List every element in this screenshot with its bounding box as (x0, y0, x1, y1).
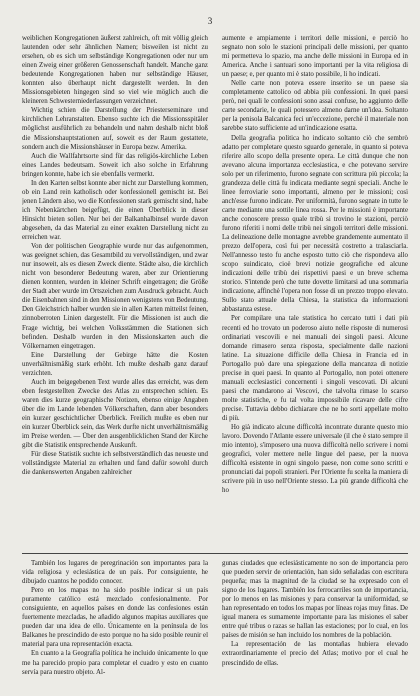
italian-column (222, 34, 408, 548)
paragraph: gunas ciudades que eclesiásticamente no son de importancia pero que pueden servir de orientación, han sido señaladas con escritura pequeña; mas la magnitud de la ciudad se ha expresado con el signo de los lugares. También los ferrocarriles son de importancia, por lo menos en las misiones y para conservar la uniformidad, se han representado en todos los mapas por líneas rojas muy finas. De igual manera es sumamente importante para las misiones el saber entre qué tribus o razas se hallan las estaciones; por lo cual, en los países de misión se han incluido los nombres de la población. (222, 560, 408, 640)
paragraph: Auch die Wallfahrtsorte sind für das religiös-kirchliche Leben eines Landes bedeutsam. Soweit ich also solche in Erfahrung bringen konnte, habe ich sie ebenfalls vermerkt. (22, 152, 208, 178)
paragraph: En cuanto a la Geografía política he incluido únicamente lo que me ha parecido propio para completar el cuadro y esto en cuanto servía para nuestro objeto. Al- (22, 650, 208, 676)
german-column (22, 34, 208, 548)
section-divider (22, 553, 408, 554)
paragraph: Für diese Statistik suchte ich selbstverständlich das neueste und vollständigste Material zu erhalten und fand dafür sowohl durch die dankenswerten Angaben zahlreicher (22, 451, 208, 477)
paragraph: Ho già indicato alcune difficoltà incontrate durante questo mio lavoro. Dovendo l'Atlante essere universale (il che è stato sempre il mio intento), s'imposero una nuova difficoltà nello scrivere i nomi geografici, voler mettere nelle lingue del paese, per la nuova difficoltà esistente in ogni singolo paese, non come sono scritti e pronunciati dai popoli stranieri. Per l'Oriente fu scelta la maniera di scrivere più in uso nell'Oriente stesso. La più grande difficoltà che ho (222, 424, 408, 495)
paragraph: Della geografia politica ho indicato soltanto ciò che sembrò adatto per completare questo sguardo generale, in quanto si poteva riferire allo scopo della presente opera. Le città dunque che non avevano alcuna importanza ecclesiastica, e che potevano servire solo per un riferimento, furono segnate con scrittura più piccola; la grandezza delle città fu indicata mediante segni speciali. Anche le linee ferroviarie sono importanti, almeno per le missioni; così anch'esse furono indicate. Per uniformità, furono segnate in tutte le carte mediante una sottile linea rossa. Per le missioni è importante anche conoscere presso quale tribù si trovino le stazioni, perciò furono riferiti i nomi delle tribù nei singoli territori delle missioni. La delineazione delle montagne avrebbe grandemente aumentato il prezzo dell'opera, così fui per necessità costretto a tralasciarla. Nell'annesso testo fu anche esposto tutto ciò che rispondeva allo scopo suindicato, cioè brevi notizie geografiche ed alcune indicazioni delle tribù dei rispettivi paesi e un breve schema storico. S'intende però che tutte dovette limitarsi ad una sommaria indicazione, affinchè l'opera non fosse di un prezzo troppo elevato. Sullo stato attuale della Chiesa, la statistica da informazioni abbastanza estese. (222, 134, 408, 314)
paragraph: También los lugares de peregrinación son importantes para la vida religiosa y eclesiástica de un país. Por consiguiente, he dibujado cuantos he podido conocer. (22, 560, 208, 586)
spanish-section (22, 559, 408, 685)
paragraph: Auch im beigegebenen Text wurde alles das erreicht, was dem eben festgestellten Zwecke des Atlas zu entsprechen schien. Es waren dies kurze geographische Notizen, ebenso einige Angaben über die im Lande lebenden Völkerschaften, dann aber besonders ein kurzer geschichtlicher Überblick. Freilich mußte es eben nur ein kurzer Überblick sein, das Werk durfte nicht unverhältnismäßig im Preise werden. — Über den ausgenblicklichen Stand der Kirche gibt die Statistik entsprechende Auskunft. (22, 378, 208, 450)
paragraph: Per compilare una tale statistica ho cercato tutti i dati più recenti ed ho trovato un poderoso aiuto nelle risposte di numerosi ordinariati vescovili e nei manuali dei singoli paesi. Alcune domande rimasero senza risposta, specialmente dalle nazioni latine. La situazione difficile della Chiesa in Francia ed in Portogallo può dare una spiegazione della mancanza di notizie precise in quei paesi. In quanto al Portogallo, non potei ottenere manuali ecclesiastici concernenti i singoli vescovati. Di alcuni paesi che mandarono ai Vescovi, che talvolta rimase lo scarso molte statistiche, e fu tal volta impossibile ricavare delle cifre precise. Tuttavia debbo dichiarare che ne ho sorti appellate molto di più. (222, 315, 408, 422)
paragraph: In den Karten selbst konnte aber nicht zur Darstellung kommen, ob ein Land rein katholisch oder konfessionell gemischt ist. Bei jenen Ländern also, wo die Konfessionen stark gemischt sind, habe ich Nebenkärtchen beigefügt, die einen Überblick in dieser Hinsicht bieten sollen. Nur bei der Balkanhalbinsel wurde davon abgesehen, da das Material zu einer exakten Darstellung nicht zu erreichen war. (22, 179, 208, 242)
spanish-column-right (222, 559, 408, 685)
paragraph: Pero en los mapas no ha sido posible indicar si un país puramente católico está mezclado confesionalmente. Por consiguiente, en aquellos países en donde las confesiones están fuertemente mezcladas, he añadido algunos mapitas auxiliares que pueden dar una idea de ello. Únicamente en la península de los Balkanes he prescindido de esto porque no ha sido posible reunir el material para una representación exacta. (22, 587, 208, 649)
paragraph: Eine Darstellung der Gebirge hätte die Kosten unverhältnismäßig stark erhöht. Ich mußte deshalb ganz darauf verzichten. (22, 351, 208, 377)
paragraph: La representación de las montañas hubiera elevado extraordinariamente el precio del Atlas; motivo por el cual he prescindido de ellas. (222, 641, 408, 667)
paragraph: Nelle carte non poteva essere inserito se un paese sia completamente cattolico od abbia più confessioni. In quei paesi però, nei quali le confessioni sono assai confuse, ho aggiunto delle carte secondarie, le quali potessero almeno darne un'idea. Soltanto per la penisola Balcanica feci un'eccezione, perchè il materiale non sarebbe stato sufficiente ad un'indicazione esatta. (222, 80, 408, 133)
page-number: 3 (207, 16, 213, 26)
german-italian-section (22, 34, 408, 548)
paragraph: Von der politischen Geographie wurde nur das aufgenommen, was geeignet schien, das Gesamtbild zu vervollständigen, und zwar nur insoweit, als es diesen Zweck diente. Städte also, die kirchlich nicht von besonderer Bedeutung waren, aber zur Orientierung dienen konnten, wurden in kleiner Schrift eingetragen; die Größe der Stadt aber wurde im Ortszeichen zum Ausdruck gebracht. Auch die Eisenbahnen sind in den Missionen wenigstens von Bedeutung. Den Gleichstrich halber wurden sie in allen Karten mitteilst feinen, zinnoberroten Linien dargestellt. Für die Missionen ist auch die Frage wichtig, bei welchen Volksstämmen die Stationen sich befinden. Deshalb wurden in den Missionskarten auch die Völkernamen eingetragen. (22, 243, 208, 350)
paragraph: Wichtig schien die Darstellung der Priesterseminare und kirchlichen Lehranstalten. Ebenso suchte ich die Missionsspitäler möglichst ausführlich zu behandeln und nahm deshalb nicht bloß die Missionshauptstationen auf, soweit es der Raum gestattete, sondern auch die Missionshäuser in Europa bezw. Amerika. (22, 107, 208, 151)
paragraph: weiblichen Kongregationen äußerst zahlreich, oft mit völlig gleich lautenden oder sehr ähnlichen Namen; bisweilen ist nicht zu ersehen, ob es sich um selbständige Kongregationen oder nur um einen Zweig einer größeren Genossenschaft handelt. Manche ganz bedeutende Kongregationen haben nur selbständige Häuser, konnten also überhaupt nicht dargestellt werden. In den Missionsgebieten hingegen sind so viel wie möglich auch die kleineren Schwesterniederlassungen verzeichnet. (22, 35, 208, 106)
paragraph: aumente e ampiamente i territori delle missioni, e perciò ho segnato non solo le stazioni principali delle missioni, per quanto mi permetteva lo spazio, ma anche delle missioni in Europa ed in America. Anche i santuari sono importanti per la vita religiosa di un paese; e, per quanto mi è stato possibile, li ho indicati. (222, 35, 408, 79)
spanish-column-left (22, 559, 208, 685)
